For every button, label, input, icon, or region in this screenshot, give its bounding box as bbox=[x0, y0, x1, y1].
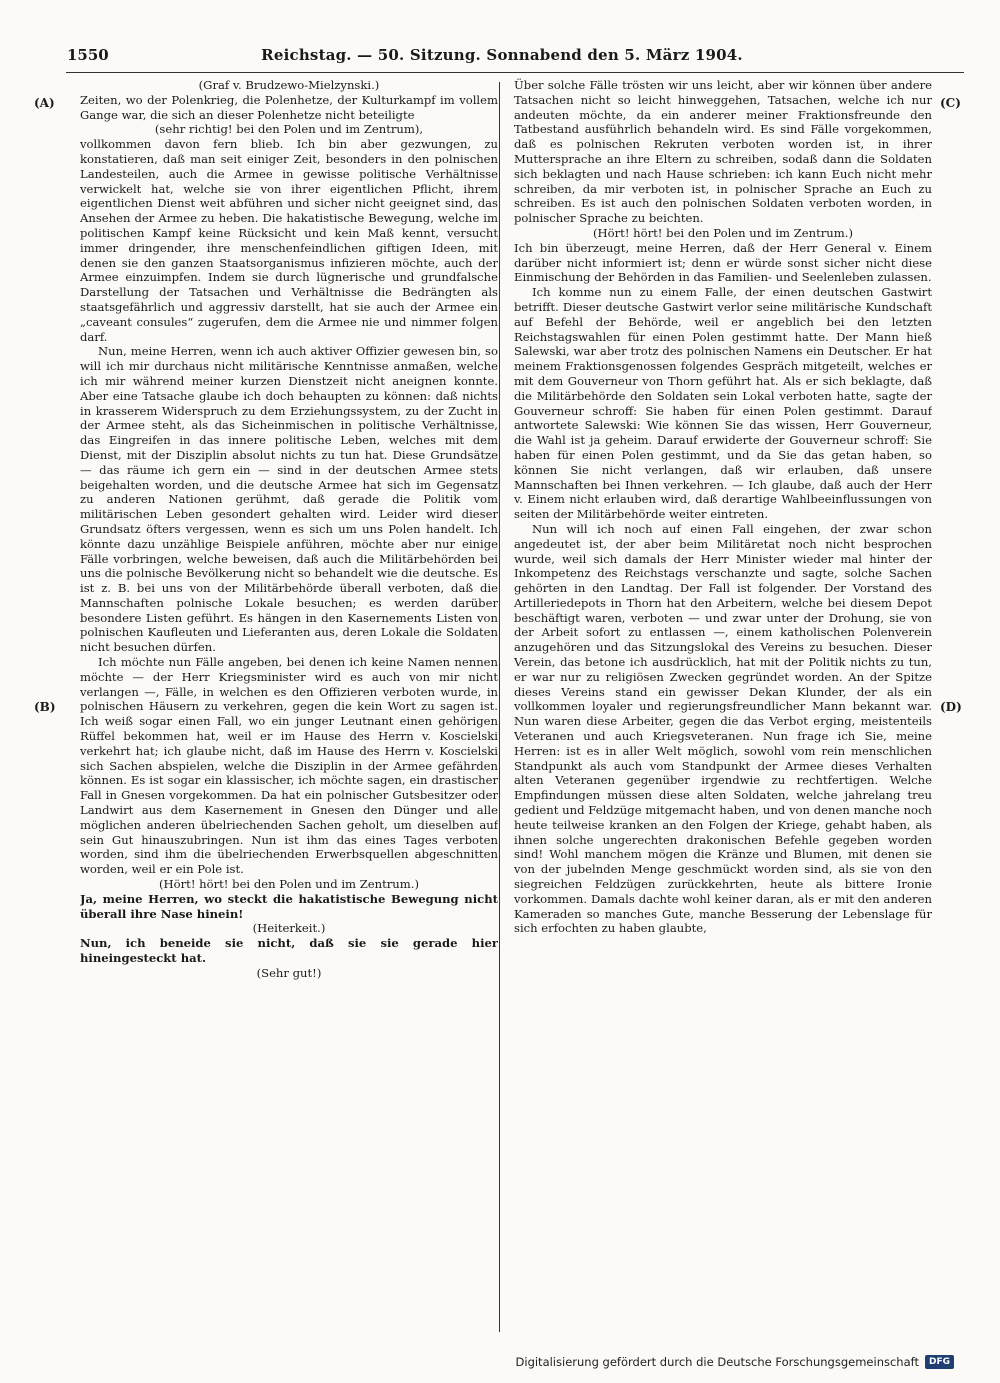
interjection: (Hört! hört! bei den Polen und im Zentrum.) bbox=[593, 225, 853, 240]
paragraph: Ich möchte nun Fälle angeben, bei denen ich keine Namen nennen möchte — der Herr Kriegsminister wird es auch von mir nicht verlangen —, Fälle, in welchen es den Offizieren verboten wurde, in polnischen Häusern zu verkehren, gegen die kein Wort zu sagen ist. Ich weiß sogar einen Fall, wo ein junger Leutnant einen gehörigen Rüffel bekommen hat, weil er im Hause des Herrn v. Koscielski verkehrt hat; ich glaube nicht, daß im Hause des Herrn v. Koscielski sich Sachen abspielen, welche die Disziplin in der Armee gefährden können. Es ist sogar ein klassischer, ich möchte sagen, ein drastischer Fall in Gnesen vorgekommen. Da hat ein polnischer Gutsbesitzer oder Landwirt aus dem Kasernement in Gnesen den Dünger und alle möglichen anderen übelriechenden Sachen geholt, um dieselben auf sein Gut hinauszubringen. Nun ist ihm das eines Tages verboten worden, sind ihm die übelriechenden Erwerbsquellen abgeschnitten worden, weil er ein Pole ist. bbox=[80, 655, 498, 877]
margin-marker-c: (C) bbox=[940, 96, 961, 110]
right-column bbox=[514, 78, 932, 1333]
interjection: (sehr richtig! bei den Polen und im Zentrum), bbox=[154, 122, 424, 137]
left-column bbox=[80, 78, 498, 1333]
page-header bbox=[40, 46, 964, 70]
page-number: 1550 bbox=[67, 46, 109, 64]
paragraph: Zeiten, wo der Polenkrieg, die Polenhetze, der Kulturkampf im vollem Gange war, die sich an dieser Polenhetze nicht beteiligte bbox=[80, 92, 498, 122]
paragraph: Ich komme nun zu einem Falle, der einen deutschen Gastwirt betrifft. Dieser deutsche Gastwirt verlor seine militärische Kundschaft auf Befehl der Behörde, weil er angeblich bei den letzten Reichstagswahlen für einen Polen gestimmt hatte. Der Mann hieß Salewski, war aber trotz des polnischen Namens ein Deutscher. Er hat meinem Fraktionsgenossen folgendes Gespräch mitgeteilt, welches er mit dem Gouverneur von Thorn geführt hat. Als er sich beklagte, daß die Militärbehörde den Soldaten sein Lokal verboten hatte, sagte der Gouverneur schroff: Sie haben für einen Polen gestimmt. Darauf antwortete Salewski: Wie können Sie das wissen, Herr Gouverneur, die Wahl ist ja geheim. Darauf erwiderte der Gouverneur schroff: Sie haben für einen Polen gestimmt, und da Sie das getan haben, so können Sie nicht verlangen, daß wir erlauben, daß unsere Mannschaften bei Ihnen verkehren. — Ich glaube, daß auch der Herr v. Einem nicht erlauben wird, daß derartige Wahlbeeinflussungen von seiten der Militärbehörde weiter eintreten. bbox=[514, 285, 932, 522]
paragraph: Über solche Fälle trösten wir uns leicht, aber wir können über andere Tatsachen nicht so leicht hinweggehen, Tatsachen, welche ich nur andeuten möchte, da ein anderer meiner Fraktionsfreunde den Tatbestand ausführlich behandeln wird. Es sind Fälle vorgekommen, daß es polnischen Rekruten verboten worden ist, in ihrer Muttersprache an ihre Eltern zu schreiben, sodaß dann die Soldaten sich beklagten und nach Hause schrieben: ich kann Euch nicht mehr schreiben, da mir verboten ist, in polnischer Sprache an Euch zu schreiben. Es ist auch den polnischen Soldaten verboten worden, in polnischer Sprache zu beichten. bbox=[514, 78, 932, 226]
paragraph: Nun, meine Herren, wenn ich auch aktiver Offizier gewesen bin, so will ich mir durchaus nicht militärische Kenntnisse anmaßen, welche ich mir während meiner kurzen Dienstzeit nicht aneignen konnte. Aber eine Tatsache glaube ich doch behaupten zu können: daß nichts in krasserem Widerspruch zu dem Erziehungssystem, zu der Zucht in der Armee steht, als das Sicheinmischen in politische Verhältnisse, das Eingreifen in das innere politische Leben, welches mit dem Dienst, mit der Disziplin absolut nichts zu tun hat. Diese Grundsätze — das räume ich gern ein — sind in der deutschen Armee stets beigehalten worden, und die deutsche Armee hat sich im Gegensatz zu anderen Nationen gerühmt, daß gerade die Politik vom militärischen Leben gesondert gehalten wird. Leider wird dieser Grundsatz öfters vergessen, wenn es sich um uns Polen handelt. Ich könnte dazu unzählige Beispiele anführen, möchte aber nur einige Fälle vorbringen, welche beweisen, daß auch die Militärbehörden bei uns die polnische Bevölkerung nicht so behandelt wie die deutsche. Es ist z. B. bei uns von der Militärbehörde überall verboten, daß die Mannschaften polnische Lokale besuchen; es werden darüber besondere Listen geführt. Es hängen in den Kasernements Listen von polnischen Kaufleuten und Lieferanten aus, deren Lokale die Soldaten nicht besuchen dürfen. bbox=[80, 344, 498, 655]
dfg-logo: DFG bbox=[925, 1355, 954, 1369]
interjection: (Heiterkeit.) bbox=[252, 921, 326, 936]
digitization-footer bbox=[516, 1355, 954, 1369]
paragraph: Ja, meine Herren, wo steckt die hakatistische Bewegung nicht überall ihre Nase hinein! bbox=[80, 891, 498, 921]
column-divider bbox=[499, 82, 500, 1332]
paragraph: Nun will ich noch auf einen Fall eingehen, der zwar schon angedeutet ist, der aber beim Militäretat noch nicht besprochen wurde, weil sich damals der Herr Minister wieder mal hinter der Inkompetenz des Reichstags verschanzte und sagte, solche Sachen gehörten in den Landtag. Der Fall ist folgender. Der Vorstand des Artilleriedepots in Thorn hat den Arbeitern, welche bei diesem Depot beschäftigt waren, verboten — und zwar unter der Drohung, sie von der Arbeit sofort zu entlassen —, einem katholischen Polenverein anzugehören und das Sitzungslokal des Vereins zu besuchen. Dieser Verein, das betone ich ausdrücklich, hat mit der Politik nichts zu tun, er war nur zu religiösen Zwecken gegründet worden. An der Spitze dieses Vereins stand ein gewisser Dekan Klunder, der als ein vollkommen loyaler und regierungsfreundlicher Mann bekannt war. Nun waren diese Arbeiter, gegen die das Verbot erging, meistenteils Veteranen und auch Kriegsveteranen. Nun frage ich Sie, meine Herren: ist es in aller Welt möglich, sowohl vom rein menschlichen Standpunkt als auch vom Standpunkt der Armee dieses Verhalten alten Veteranen gegenüber irgendwie zu rechtfertigen. Welche Empfindungen müssen diese alten Soldaten, welche jahrelang treu gedient und Feldzüge mitgemacht haben, und von denen manche noch heute teilweise kranken an den Folgen der Kriege, gehabt haben, als ihnen solche ungerechten drakonischen Befehle gegeben worden sind! Wohl manchem mögen die Kränze und Blumen, mit denen sie von der jubelnden Menge geschmückt worden sind, als sie von den siegreichen Feldzügen zurückkehrten, heute als bittere Ironie vorkommen. Damals dachte wohl keiner daran, als er mit den anderen Kameraden so manches Gute, manche Besserung der Lebenslage für sich erfochten zu haben glaubte, bbox=[514, 521, 932, 936]
speaker-label: (Graf v. Brudzewo-Mielzynski.) bbox=[198, 78, 380, 92]
margin-marker-a: (A) bbox=[34, 96, 55, 110]
page-title: Reichstag. — 50. Sitzung. Sonnabend den 5. März 1904. bbox=[261, 46, 743, 64]
margin-marker-b: (B) bbox=[34, 700, 56, 714]
footer-text: Digitalisierung gefördert durch die Deutsche Forschungsgemeinschaft bbox=[515, 1355, 919, 1369]
interjection: (Sehr gut!) bbox=[256, 965, 322, 980]
paragraph: vollkommen davon fern blieb. Ich bin aber gezwungen, zu konstatieren, daß man seit einiger Zeit, besonders in den polnischen Landesteilen, auch die Armee in gewisse politische Verhältnisse verwickelt hat, welche sie von ihrer eigentlichen Pflicht, ihrem eigentlichen Dienst weit abführen und sicher nicht geeignet sind, das Ansehen der Armee zu heben. Die hakatistische Bewegung, welche im politischen Kampf keine Rücksicht und kein Maß kennt, versucht immer dringender, ihre menschenfeindlichen giftigen Ideen, mit denen sie den ganzen Staatsorganismus infizieren möchte, auch der Armee einzuimpfen. Indem sie durch lügnerische und grundfalsche Darstellung der Tatsachen und Verhältnisse die Bedrängten als staatsgefährlich und aggressiv darstellt, hat sie auch der Armee ein „caveant consules“ zugerufen, dem die Armee nie und nimmer folgen darf. bbox=[80, 137, 498, 344]
margin-marker-d: (D) bbox=[940, 700, 962, 714]
paragraph: Nun, ich beneide sie nicht, daß sie sie gerade hier hineingesteckt hat. bbox=[80, 936, 498, 966]
paragraph: Ich bin überzeugt, meine Herren, daß der Herr General v. Einem darüber nicht informiert ist; denn er würde sonst sicher nicht diese Einmischung der Behörden in das Familien- und Seelenleben zulassen. bbox=[514, 240, 932, 285]
interjection: (Hört! hört! bei den Polen und im Zentrum.) bbox=[159, 877, 419, 892]
header-rule bbox=[66, 72, 964, 73]
